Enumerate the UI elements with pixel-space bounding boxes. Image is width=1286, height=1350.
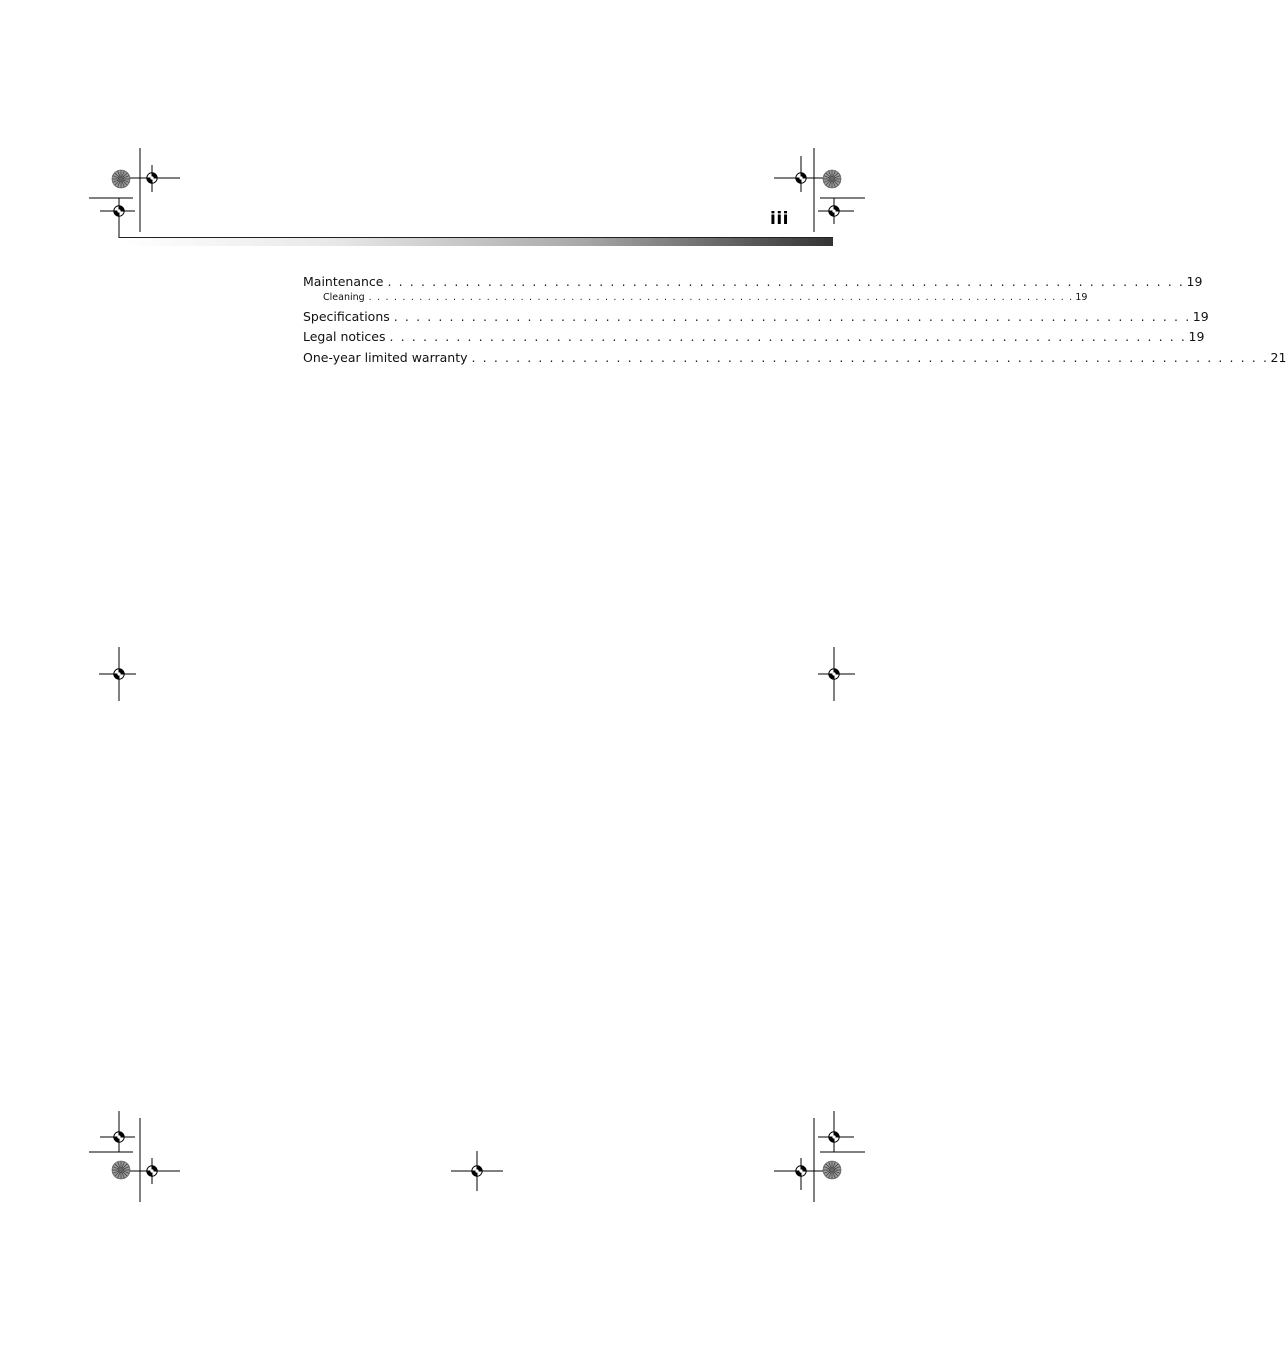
toc-entry-page: 19 [1186,274,1203,289]
header-gradient-bar [119,238,833,246]
toc-dot-leader: . . . . . . . . . . . . . . . . . . . . . . . . . . . . . . . . . . . . . . . . . . . . . . . . . . . . . . . . . . . . . . . . . . . . . . . . [471,349,1269,365]
toc-entry-page: 19 [1188,329,1205,344]
toc-entry-title: Cleaning [323,291,365,303]
toc-entry-page: 21 [1270,349,1286,365]
toc-entry-cleaning[interactable] [303,291,1088,303]
table-of-contents [303,274,1286,370]
toc-entry-title: Maintenance [303,274,384,289]
toc-entry-legal-notices[interactable] [303,329,1205,350]
toc-entry-title: One-year limited warranty [303,349,468,365]
toc-dot-leader: . . . . . . . . . . . . . . . . . . . . . . . . . . . . . . . . . . . . . . . . . . . . . . . . . . . . . . . . . . . . . . . . . . . . . . . . . . . . . . . . . . . . [368,291,1074,303]
toc-entry-warranty[interactable] [303,349,1286,371]
toc-entry-page: 19 [1192,308,1209,324]
toc-entry-page: 19 [1075,291,1088,303]
page-number: iii [770,209,789,229]
header-rule [119,237,833,238]
toc-entry-title: Legal notices [303,329,386,344]
toc-entry-title: Specifications [303,308,390,324]
toc-dot-leader: . . . . . . . . . . . . . . . . . . . . . . . . . . . . . . . . . . . . . . . . . . . . . . . . . . . . . . . . . . . . . . . . . . . . . . . . [389,329,1187,344]
toc-dot-leader: . . . . . . . . . . . . . . . . . . . . . . . . . . . . . . . . . . . . . . . . . . . . . . . . . . . . . . . . . . . . . . . . . . . . . . . . [387,274,1185,289]
toc-dot-leader: . . . . . . . . . . . . . . . . . . . . . . . . . . . . . . . . . . . . . . . . . . . . . . . . . . . . . . . . . . . . . . . . . . . . . . . . [393,308,1191,324]
toc-entry-specifications[interactable] [303,308,1209,330]
